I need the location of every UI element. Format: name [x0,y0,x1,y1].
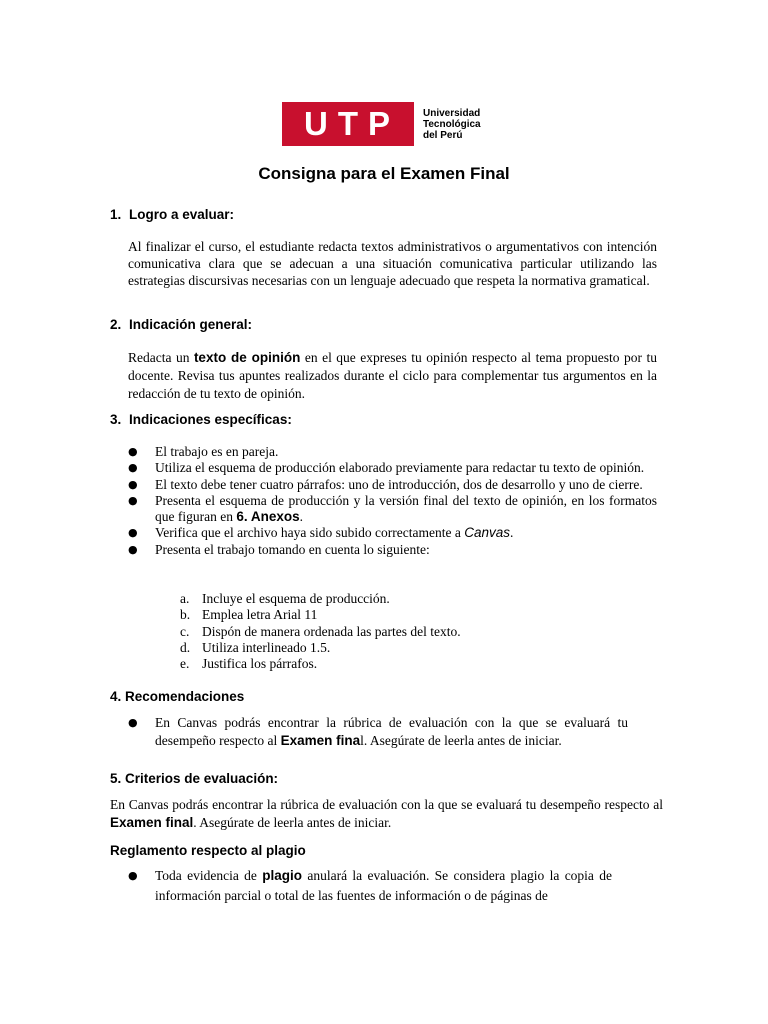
logo-wordmark [423,108,481,141]
section-3-item-5 [128,525,657,541]
logo-line-2: Tecnológica [423,118,481,130]
section-2-text-bold: texto de opinión [193,350,301,365]
sublist-marker-b: b. [180,607,191,623]
utp-logo [282,102,481,146]
section-2-number: 2. [110,317,122,332]
plagio-item-pre: Toda evidencia de [155,868,263,883]
section-3-title: Indicaciones específicas: [129,412,292,427]
section-1-text: Al finalizar el curso, el estudiante redacta textos administrativos o argumentativos con intención comunicativa clara que se adecuan a una situación comunicativa particular utilizando las estrategias discursivas necesarias con un lenguaje adecuado que respeta la normativa gramatical. [128,239,657,288]
section-3-heading [110,412,292,427]
section-5-text-pre: En Canvas podrás encontrar la rúbrica de evaluación con la que se evaluará tu desempeño respecto al [110,797,663,812]
section-3-list [128,444,657,558]
sublist-item-c [180,624,461,640]
section-5-text-post: . Asegúrate de leerla antes de iniciar. [193,815,392,830]
logo-line-3: del Perú [423,129,463,141]
section-3-number: 3. [110,412,122,427]
sublist-item-a [180,591,461,607]
sublist-marker-a: a. [180,591,190,606]
sublist-item-d [180,640,461,656]
section-2-text-pre: Redacta un [128,350,194,365]
section-4-item [128,714,628,750]
section-4-item-post: l. Asegúrate de leerla antes de iniciar. [360,733,562,748]
section-3-item-4 [128,493,657,526]
section-1-heading [110,207,234,222]
logo-mark [282,102,414,146]
plagio-item-post: anulará la evaluación. Se considera plagio la copia de información parcial o total de las fuentes de información o de páginas de [155,868,613,903]
section-5-text-bold: Examen final [110,815,194,830]
section-3-item-5-italic: Canvas [464,525,511,541]
plagio-list [128,866,612,906]
sublist-item-b [180,607,461,623]
section-4-item-pre: En Canvas podrás encontrar la rúbrica de evaluación con la que se evaluará tu desempeño respecto al [155,715,628,748]
page-title: Consigna para el Examen Final [258,164,510,183]
section-1-number: 1. [110,207,122,222]
section-3-item-5-pre: Verifica que el archivo haya sido subido correctamente a [155,525,465,541]
plagio-heading: Reglamento respecto al plagio [110,843,306,858]
section-3-item-1: ● El trabajo es en pareja. [128,444,657,460]
section-3-item-2: ● Utiliza el esquema de producción elaborado previamente para redactar tu texto de opinión. [128,460,657,476]
section-3-item-4-bold: 6. Anexos [236,509,300,525]
section-2-title: Indicación general: [129,317,253,332]
sublist-marker-e: e. [180,656,190,672]
sublist-text-c: Dispón de manera ordenada las partes del texto. [202,623,461,639]
section-3-item-3: ● El texto debe tener cuatro párrafos: uno de introducción, dos de desarrollo y uno de cierre. [128,477,657,493]
sublist-marker-c: c. [180,623,190,639]
section-4-heading: 4. Recomendaciones [110,689,245,704]
plagio-item-bold: plagio [262,868,303,883]
sublist-text-e: Justifica los párrafos. [202,656,318,672]
section-4-item-bold: Examen fina [280,733,361,748]
section-3-item-6: ● Presenta el trabajo tomando en cuenta lo siguiente: [128,542,657,558]
sublist-text-b: Emplea letra Arial 11 [202,607,318,623]
section-4-list [128,714,628,750]
section-3-item-5-post: . [510,525,514,541]
section-5-heading: 5. Criterios de evaluación: [110,771,279,786]
section-2-text-post: en el que expreses tu opinión respecto al tema propuesto por tu docente. Revisa tus apuntes realizados durante el ciclo para complementar tus argumentos en la redacción de tu texto de opinión. [128,350,657,401]
section-2-heading [110,317,252,332]
section-3-item-4-post: . [299,509,303,525]
section-3-item-4-pre: Presenta el esquema de producción y la versión final del texto de opinión, en los formatos que figuran en [155,492,657,525]
section-3-sublist [180,591,461,672]
section-2-text [128,349,657,403]
plagio-item [128,866,612,906]
section-5-text [110,796,663,832]
logo-line-1: Universidad [423,107,481,119]
section-1-title: Logro a evaluar: [129,207,235,222]
sublist-text-d: Utiliza interlineado 1.5. [202,639,331,655]
logo-letters: UTP [304,105,400,142]
sublist-marker-d: d. [180,639,191,655]
sublist-text-a: Incluye el esquema de producción. [202,591,390,606]
sublist-item-e [180,656,461,672]
